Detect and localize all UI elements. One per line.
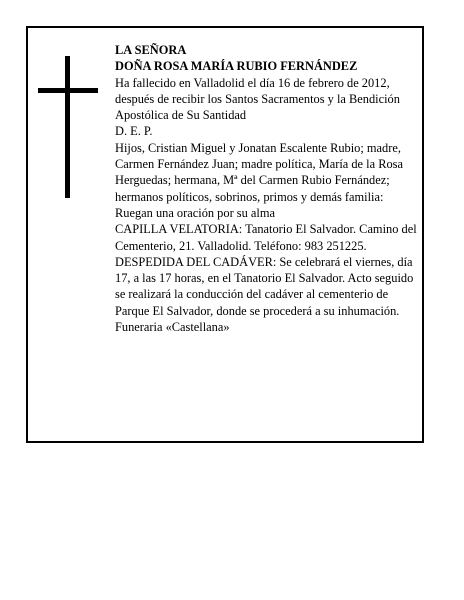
deceased-name: DOÑA ROSA MARÍA RUBIO FERNÁNDEZ [115,59,358,74]
cross-horizontal-bar [38,88,98,93]
obituary-notice [26,26,424,443]
rip-text: D. E. P. [115,124,153,139]
funeral-home: Funeraria «Castellana» [115,320,230,335]
wake-chapel-info: CAPILLA VELATORIA: Tanatorio El Salvador. Camino del Cementerio, 21. Valladolid. Teléfono: 983 251225. [115,222,417,253]
obituary-text [115,42,420,335]
family-list: Hijos, Cristian Miguel y Jonatan Escalente Rubio; madre, Carmen Fernández Juan; madre política, María de la Rosa Herguedas; hermana, Mª del Carmen Rubio Fernández; hermanos políticos, sobrinos, primos y demás familia: [115,140,403,204]
heading-title: LA SEÑORA [115,43,187,57]
cross-vertical-bar [65,56,70,198]
cross-icon [38,56,98,198]
death-announcement: Ha fallecido en Valladolid el día 16 de febrero de 2012, después de recibir los Santos Sacramentos y la Bendición Apostólica de Su Santidad [115,75,400,123]
farewell-info: DESPEDIDA DEL CADÁVER: Se celebrará el viernes, día 17, a las 17 horas, en el Tanatorio El Salvador. Acto seguido se realizará la conducción del cadáver al cementerio de Parque El Salvador, donde se procederá a su inhumación. [115,254,414,318]
prayer-request: Ruegan una oración por su alma [115,205,275,220]
